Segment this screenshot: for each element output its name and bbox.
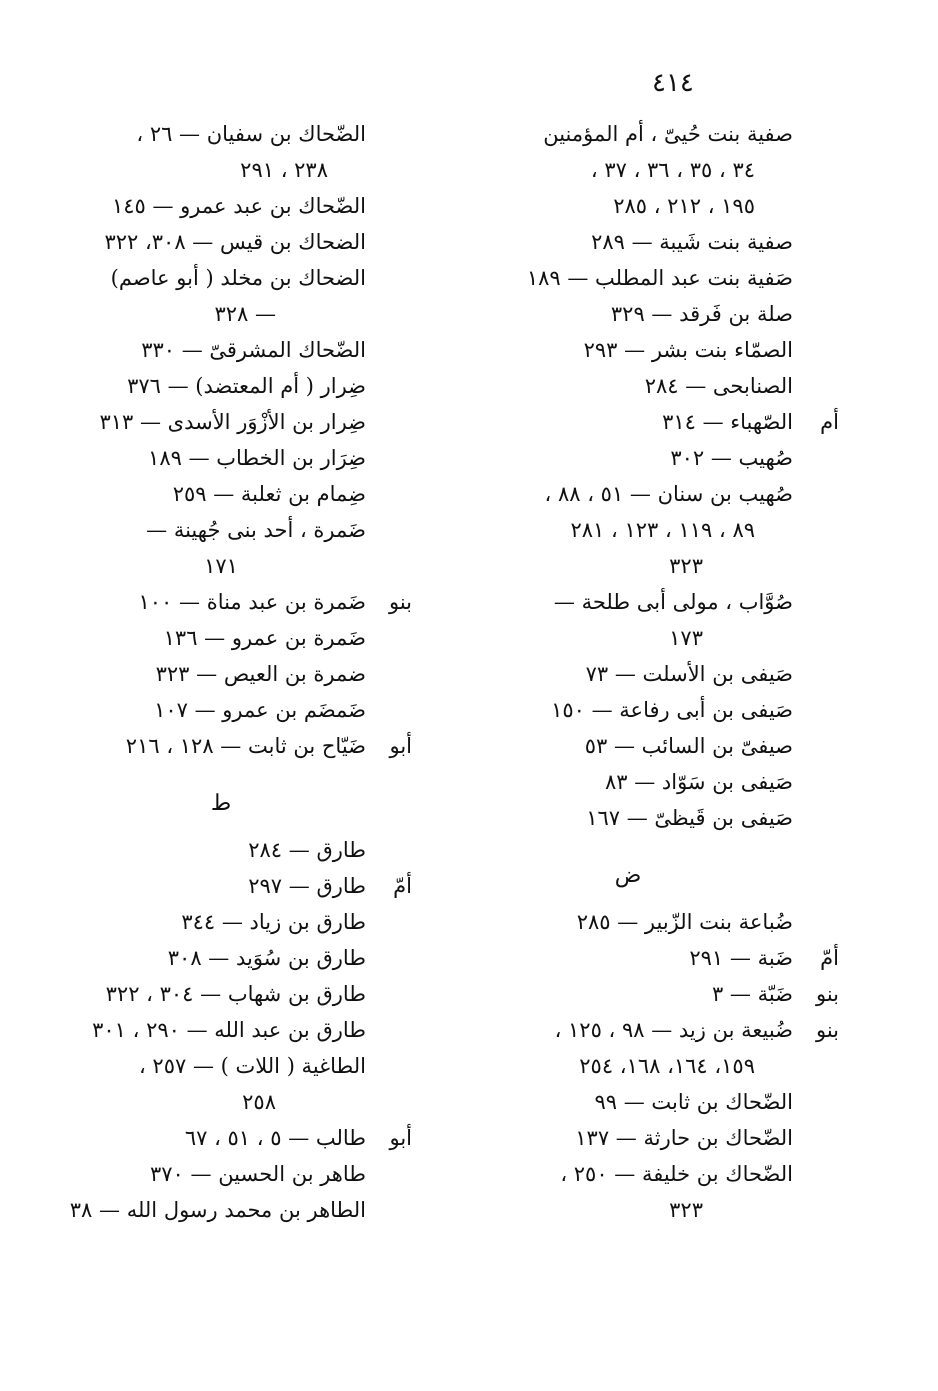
entry-prefix: أمّ — [820, 946, 839, 970]
entry-text: صَيفى بن أبى رفاعة — ١٥٠ — [551, 698, 793, 722]
index-entry — [76, 584, 412, 620]
entry-text: صَيفى بن قَيظىّ — ١٦٧ — [586, 806, 793, 830]
entry-text: صلة بن فَرقد — ٣٢٩ — [610, 302, 793, 326]
entry-text: الصّهباء — ٣١٤ — [662, 410, 793, 434]
section-heading-ta: ط — [210, 791, 232, 816]
index-entry — [76, 476, 366, 512]
index-entry — [463, 476, 793, 512]
index-entry — [76, 296, 366, 332]
index-entry — [463, 692, 793, 728]
entry-text: الطاهر بن محمد رسول الله — ٣٨ — [69, 1198, 366, 1222]
index-entry — [463, 296, 793, 332]
entry-text: ضِرار بن الأزْوَر الأسدى — ٣١٣ — [99, 410, 366, 434]
entry-text: ٢٣٨ ، ٢٩١ — [240, 158, 328, 182]
entry-text: ١٥٩، ١٦٤، ١٦٨، ٢٥٤ — [579, 1054, 755, 1078]
entry-prefix: بنو — [815, 982, 839, 1006]
entry-text: ضَبّة — ٣ — [711, 982, 793, 1006]
index-entry — [463, 548, 793, 584]
entry-text: الصمّاء بنت بشر — ٢٩٣ — [583, 338, 793, 362]
index-entry — [463, 728, 793, 764]
right-entries-dad — [463, 904, 839, 1228]
index-entry — [463, 152, 793, 188]
index-entry — [76, 728, 412, 764]
entry-text: طارق بن عبد الله — ٢٩٠ ، ٣٠١ — [92, 1018, 366, 1042]
entry-prefix: بنو — [388, 590, 412, 614]
index-entry — [463, 512, 793, 548]
index-entry — [76, 440, 366, 476]
index-entry — [76, 656, 366, 692]
index-entry — [76, 904, 366, 940]
index-entry — [76, 260, 366, 296]
entry-text: ضَمرة بن عبد مناة — ١٠٠ — [138, 590, 366, 614]
entry-text: ضِرار ( أم المعتضد) — ٣٧٦ — [127, 374, 366, 398]
index-entry — [76, 224, 366, 260]
entry-text: الضّحاك بن سفيان — ٢٦ ، — [136, 122, 366, 146]
index-entry — [463, 332, 793, 368]
entry-text: ضَمضَم بن عمرو — ١٠٧ — [154, 698, 366, 722]
index-entry — [463, 620, 793, 656]
index-entry — [76, 1084, 366, 1120]
entry-prefix: أبو — [389, 734, 412, 758]
entry-text: ٨٩ ، ١١٩ ، ١٢٣ ، ٢٨١ — [570, 518, 755, 542]
entry-prefix: بنو — [815, 1018, 839, 1042]
left-column — [69, 116, 412, 1228]
entry-text: ضِمام بن ثعلبة — ٢٥٩ — [172, 482, 366, 506]
index-entry — [463, 260, 793, 296]
index-entry — [463, 368, 793, 404]
index-entry — [463, 224, 793, 260]
entry-text: ١٧١ — [204, 554, 238, 578]
entry-text: طارق — ٢٨٤ — [248, 838, 366, 862]
entry-prefix: أمّ — [393, 874, 412, 898]
index-entry — [463, 904, 793, 940]
entry-text: طاهر بن الحسين — ٣٧٠ — [150, 1162, 366, 1186]
entry-text: ١٩٥ ، ٢١٢ ، ٢٨٥ — [613, 194, 755, 218]
entry-text: صَيفى بن سَوّاد — ٨٣ — [604, 770, 793, 794]
index-entry — [463, 584, 793, 620]
entry-text: الطاغية ( اللات ) — ٢٥٧ ، — [138, 1054, 366, 1078]
entry-text: طارق بن سُوَيد — ٣٠٨ — [167, 946, 366, 970]
index-entry — [463, 800, 793, 836]
left-entries-ta — [69, 832, 412, 1228]
entry-text: صَفية بنت عبد المطلب — ١٨٩ — [526, 266, 793, 290]
index-entry — [76, 1120, 412, 1156]
index-entry — [463, 1012, 839, 1048]
index-entry — [463, 1120, 793, 1156]
index-entry — [76, 188, 366, 224]
index-entry — [76, 548, 366, 584]
entry-text: الضّحاك المشرقىّ — ٣٣٠ — [141, 338, 366, 362]
entry-text: ضمرة بن العيص — ٣٢٣ — [155, 662, 366, 686]
index-entry — [463, 116, 793, 152]
index-entry — [463, 440, 793, 476]
entry-text: ضُبيعة بن زيد — ٩٨ ، ١٢٥ ، — [554, 1018, 793, 1042]
entry-text: طارق — ٢٩٧ — [248, 874, 366, 898]
section-heading-dad: ض — [614, 863, 642, 888]
entry-text: صَيفى بن الأسلت — ٧٣ — [585, 662, 793, 686]
entry-text: صُوَّاب ، مولى أبى طلحة — — [553, 590, 793, 614]
entry-text: ٢٥٨ — [242, 1090, 276, 1114]
left-entries-dad — [76, 116, 412, 764]
entry-text: صُهيب — ٣٠٢ — [670, 446, 793, 470]
entry-text: ٣٢٣ — [669, 554, 703, 578]
entry-text: الضّحاك بن ثابت — ٩٩ — [594, 1090, 793, 1114]
index-entry — [463, 976, 839, 1012]
index-entry — [463, 404, 839, 440]
entry-text: ضَمرة ، أحد بنى جُهينة — — [146, 518, 366, 542]
index-entry — [463, 1156, 793, 1192]
index-entry — [76, 868, 412, 904]
index-entry — [463, 764, 793, 800]
entry-prefix: أبو — [389, 1126, 412, 1150]
entry-text: ٣٢٣ — [669, 1198, 703, 1222]
index-entry — [76, 368, 366, 404]
index-entry — [76, 1156, 366, 1192]
index-entry — [76, 1012, 366, 1048]
index-entry — [76, 620, 366, 656]
entry-text: الضّحاك بن خليفة — ٢٥٠ ، — [560, 1162, 793, 1186]
index-entry — [76, 976, 366, 1012]
entry-text: ضَيّاح بن ثابت — ١٢٨ ، ٢١٦ — [125, 734, 366, 758]
index-entry — [463, 656, 793, 692]
entry-text: صيفىّ بن السائب — ٥٣ — [584, 734, 793, 758]
index-entry — [76, 832, 366, 868]
entry-text: صفية بنت حُيىّ ، أم المؤمنين — [543, 122, 793, 146]
entry-text: ضِرَار بن الخطاب — ١٨٩ — [148, 446, 366, 470]
entry-text: الضحاك بن قيس — ٣٠٨، ٣٢٢ — [104, 230, 366, 254]
entry-text: ٣٤ ، ٣٥ ، ٣٦ ، ٣٧ ، — [590, 158, 755, 182]
entry-text: صفية بنت شَيبة — ٢٨٩ — [591, 230, 793, 254]
index-entry — [76, 692, 366, 728]
right-column — [463, 116, 839, 1228]
index-entry — [76, 152, 366, 188]
index-entry — [76, 116, 366, 152]
index-entry — [76, 332, 366, 368]
entry-prefix: أم — [820, 410, 839, 434]
entry-text: طارق بن زياد — ٣٤٤ — [181, 910, 366, 934]
page-number: ٤١٤ — [652, 68, 694, 98]
entry-text: ضُباعة بنت الزّبير — ٢٨٥ — [576, 910, 793, 934]
index-entry — [463, 1084, 793, 1120]
entry-text: ضَبة — ٢٩١ — [689, 946, 793, 970]
index-entry — [69, 1192, 366, 1228]
entry-text: الضّحاك بن حارثة — ١٣٧ — [575, 1126, 793, 1150]
entry-text: ١٧٣ — [669, 626, 703, 650]
index-entry — [76, 404, 366, 440]
entry-text: — ٣٢٨ — [214, 302, 276, 326]
entry-text: صُهيب بن سنان — ٥١ ، ٨٨ ، — [544, 482, 793, 506]
entry-text: الضحاك بن مخلد ( أبو عاصم) — [110, 266, 366, 290]
entry-text: الضّحاك بن عبد عمرو — ١٤٥ — [111, 194, 366, 218]
index-entry — [463, 940, 839, 976]
entry-text: طارق بن شهاب — ٣٠٤ ، ٣٢٢ — [105, 982, 366, 1006]
index-entry — [463, 1192, 793, 1228]
index-entry — [76, 1048, 366, 1084]
index-entry — [76, 940, 366, 976]
entry-text: ضَمرة بن عمرو — ١٣٦ — [163, 626, 366, 650]
entry-text: طالب — ٥ ، ٥١ ، ٦٧ — [184, 1126, 366, 1150]
index-entry — [76, 512, 366, 548]
index-entry — [463, 188, 793, 224]
entry-text: الصنابحى — ٢٨٤ — [644, 374, 793, 398]
index-entry — [463, 1048, 793, 1084]
right-entries-sad — [463, 116, 839, 836]
